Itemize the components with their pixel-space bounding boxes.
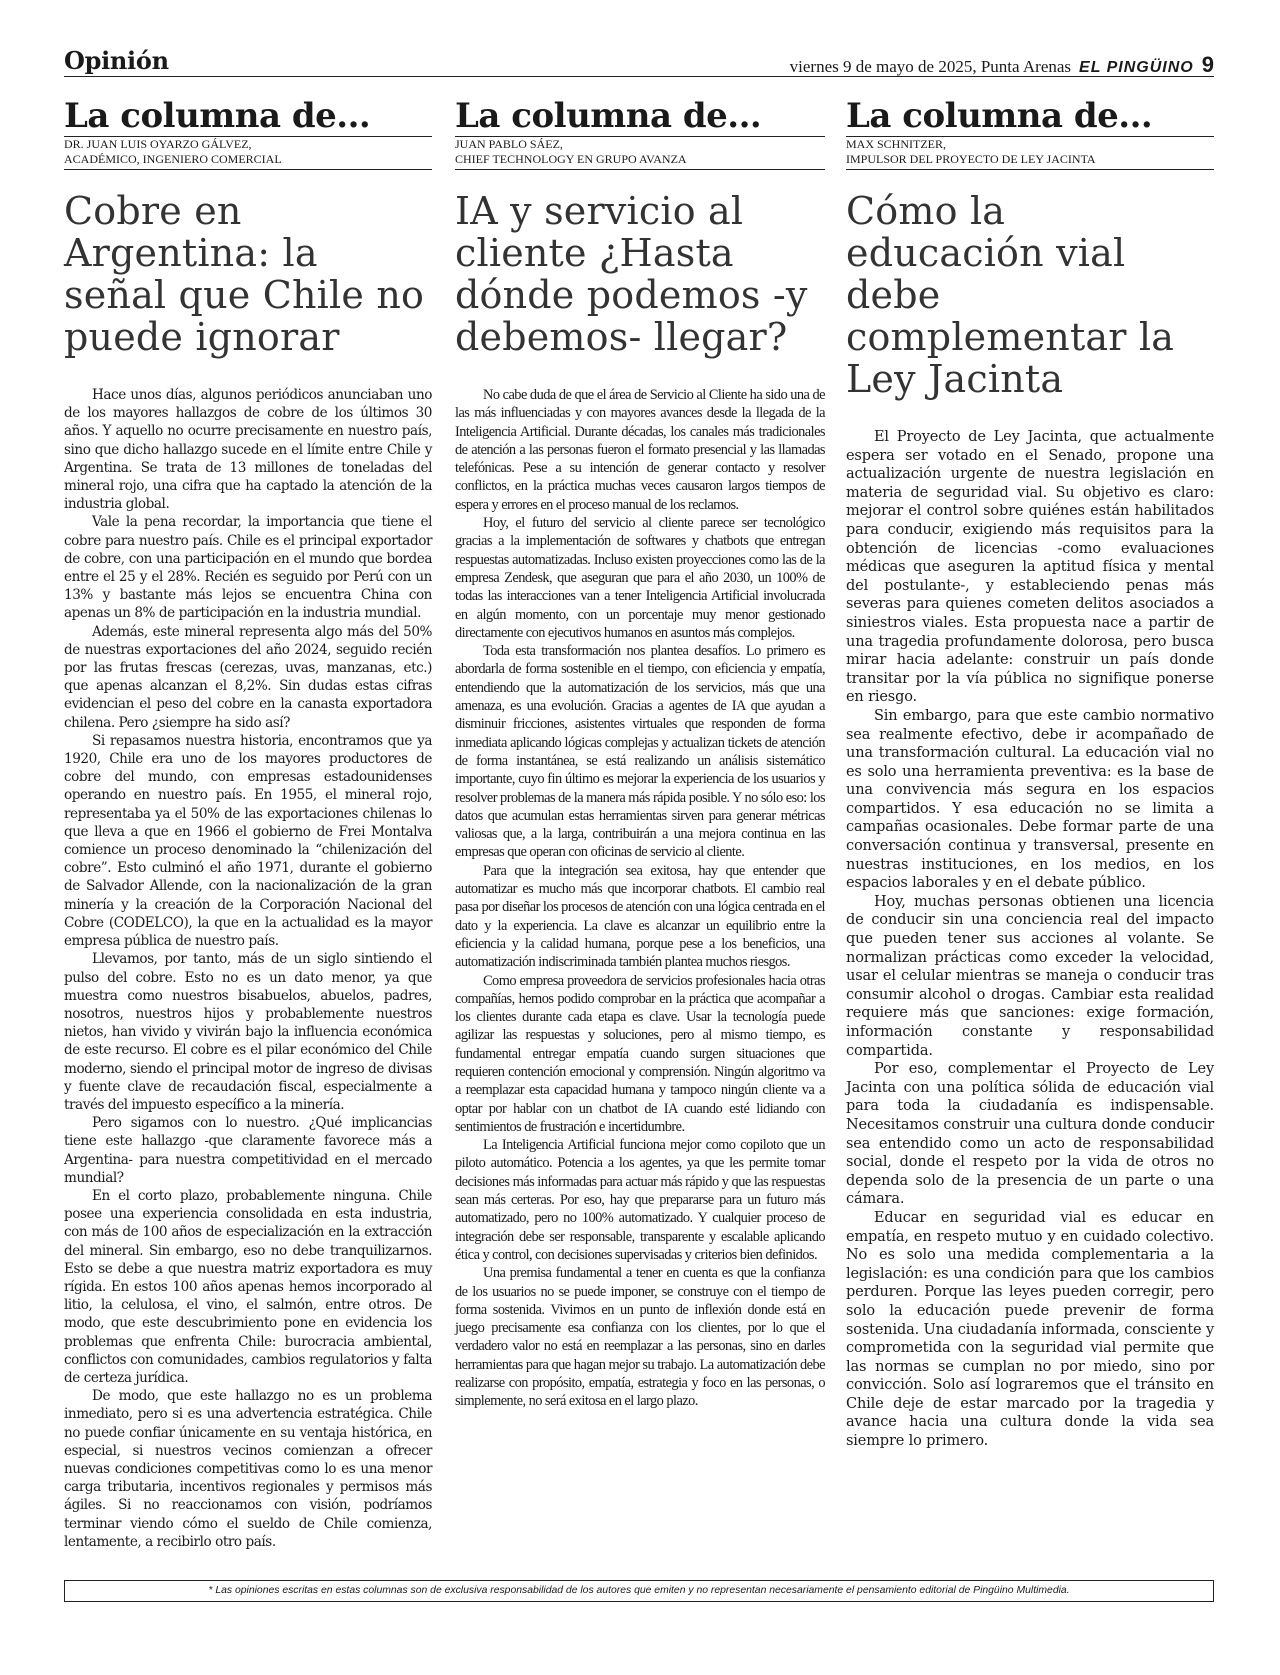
paragraph: Además, este mineral representa algo más del 50% de nuestras exportaciones del año 2024, seguido recién por las frutas frescas (cerezas, uvas, manzanas, etc.) que apenas alcanzan el 8,2%. Sin dudas estas cifras evidencian el peso del cobre en la canasta exportadora chilena. Pero ¿siempre ha sido así?: [64, 623, 432, 731]
article-body: [64, 386, 432, 1551]
column-heading: La columna de...: [455, 98, 825, 137]
paragraph: Hoy, muchas personas obtienen una licencia de conducir sin una conciencia real del impacto que pueden tener sus acciones al volante. Se normalizan prácticas como exceder la velocidad, usar el celular mientras se maneja o conducir tras consumir alcohol o drogas. Cambiar esta realidad requiere más que sanciones: exige formación, información constante y responsabilidad compartida.: [846, 893, 1214, 1059]
column-heading: La columna de...: [64, 98, 432, 137]
column-heading: La columna de...: [846, 98, 1214, 137]
paragraph: Pero sigamos con lo nuestro. ¿Qué implicancias tiene este hallazgo -que claramente favorece más a Argentina- para nuestra competitividad en el mercado mundial?: [64, 1115, 432, 1186]
newspaper-page: [64, 46, 1214, 1606]
page-header: [64, 46, 1214, 77]
paragraph: Como empresa proveedora de servicios profesionales hacia otras compañías, hemos podido comprobar en la práctica que acompañar a los clientes durante cada etapa es clave. Usar la tecnología puede agilizar las respuestas y soluciones, pero al mismo tiempo, es fundamental entregar empatía cuando surgen situaciones que requieren contención emocional y comprensión. Ningún algoritmo va a reemplazar esta capacidad humana y tampoco ningún cliente va a optar por hablar con un chatbot de IA cuando esté lidiando con sentimientos de frustración e incertidumbre.: [455, 972, 825, 1135]
paragraph: Toda esta transformación nos plantea desafíos. Lo primero es abordarla de forma sostenible en el tiempo, con eficiencia y empatía, entendiendo que la automatización de los servicios, más que una amenaza, es una evolución. Gracias a agentes de IA que ayudan a disminuir fricciones, asistentes virtuales que responden de forma inmediata aplicando lógicas complejas y actualizan tickets de atención de forma instantánea, se está realizando un análisis sistemático importante, cuyo fin último es mejorar la experiencia de los usuarios y resolver problemas de la manera más rápida posible. Y no sólo eso: los datos que acumulan estas herramientas sirven para generar métricas valiosas que, a la larga, contribuirán a una mejora continua en las empresas que operan con oficinas de servicio al cliente.: [455, 643, 825, 861]
author-role: IMPULSOR DEL PROYECTO DE LEY JACINTA: [846, 152, 1096, 166]
article-title: IA y servicio al cliente ¿Hasta dónde podemos -y debemos- llegar?: [455, 189, 808, 359]
paragraph: Para que la integración sea exitosa, hay que entender que automatizar es mucho más que incorporar chatbots. El cambio real pasa por diseñar los procesos de atención con una lógica centrada en el dato y la experiencia. La clave es alcanzar un equilibrio entre la eficiencia y la calidad humana, porque pese a los beneficios, una automatización indiscriminada también plantea muchos riesgos.: [455, 862, 825, 971]
paragraph: No cabe duda de que el área de Servicio al Cliente ha sido una de las más influenciadas y con mayores avances desde la llegada de la Inteligencia Artificial. Durante décadas, los canales más tradicionales de atención a las personas fueron el formato presencial y las llamadas telefónicas. Pese a su intención de generar contacto y resolver conflictos, en la práctica muchas veces causaron largos tiempos de espera y errores en el proceso manual de los reclamos.: [455, 387, 825, 513]
article-title: Cómo la educación vial debe complementar la Ley Jacinta: [846, 189, 1175, 401]
date-place: viernes 9 de mayo de 2025, Punta Arenas: [789, 57, 1072, 76]
paragraph: Sin embargo, para que este cambio normativo sea realmente efectivo, debe ir acompañado de una transformación cultural. La educación vial no es solo una herramienta preventiva: es la base de una convivencia más segura en los espacios compartidos. Y esa educación no se limita a campañas ocasionales. Debe formar parte de una conversación continua y transversal, presente en nuestras instituciones, en los medios, en los espacios laborales y en el debate público.: [846, 707, 1214, 892]
column-2: [455, 98, 825, 1411]
article-body: [455, 386, 825, 1411]
page-number: 9: [1201, 52, 1214, 77]
paragraph: Una premisa fundamental a tener en cuenta es que la confianza de los usuarios no se puede imponer, se construye con el tiempo de forma sostenida. Vivimos en un punto de inflexión donde está en juego precisamente esa confianza con los clientes, por lo que el verdadero valor no está en reemplazar a las personas, sino en darles herramientas para que hagan mejor su trabajo. La automatización debe realizarse con propósito, empatía, estrategia y foco en las personas, o simplemente, no será exitosa en el largo plazo.: [455, 1265, 825, 1410]
author-name: DR. JUAN LUIS OYARZO GÁLVEZ,: [64, 137, 252, 151]
header-info: [790, 52, 1214, 78]
paragraph: La Inteligencia Artificial funciona mejor como copiloto que un piloto automático. Potencia a los agentes, ya que les permite tomar decisiones más informadas para actuar más rápido y que las respuestas sean más certeras. Por eso, hay que prepararse para un futuro más automatizado, pero no 100% automatizado. Y cualquier proceso de integración debe ser responsable, transparente y escalable aplicando ética y control, con decisiones supervisadas y criterios bien definidos.: [455, 1137, 825, 1263]
paragraph: Por eso, complementar el Proyecto de Ley Jacinta con una política sólida de educación vial para toda la ciudadanía es indispensable. Necesitamos construir una cultura donde conducir sea entendido como un acto de responsabilidad social, donde el respeto por la vida de otros no dependa solo de la presencia de un parte o una cámara.: [846, 1061, 1214, 1208]
author-role: ACADÉMICO, INGENIERO COMERCIAL: [64, 152, 282, 166]
column-3: [846, 98, 1214, 1451]
author-name: MAX SCHNITZER,: [846, 137, 947, 151]
paragraph: Llevamos, por tanto, más de un siglo sintiendo el pulso del cobre. Esto no es un dato menor, ya que muestra como nuestros bisabuelos, abuelos, padres, nosotros, nuestros hijos y probablemente nuestros nietos, han vivido y vivirán bajo la influencia económica de este recurso. El cobre es el pilar económico del Chile moderno, siendo el principal motor de ingreso de divisas y fuente clave de recaudación fiscal, especialmente a través del impuesto específico a la minería.: [64, 951, 432, 1113]
paragraph: En el corto plazo, probablemente ninguna. Chile posee una experiencia consolidada en esta industria, con más de 100 años de especialización en la extracción del mineral. Sin embargo, eso no debe tranquilizarnos. Esto se debe a que nuestra matriz exportadora es muy rígida. En estos 100 años apenas hemos incorporado al litio, la celulosa, el vino, el salmón, entre otros. De modo, que este descubrimiento pone en evidencia los problemas que enfrenta Chile: burocracia ambiental, conflictos con comunidades, cambios regulatorios y falta de certeza jurídica.: [64, 1187, 432, 1386]
brand-logo: EL PINGÜINO: [1079, 59, 1194, 76]
article-title: Cobre en Argentina: la señal que Chile no puede ignorar: [64, 189, 425, 359]
author-byline: [64, 137, 432, 170]
article-body: [846, 428, 1214, 1451]
author-byline: [455, 137, 825, 170]
author-byline: [846, 137, 1214, 170]
column-1: [64, 98, 432, 1551]
author-name: JUAN PABLO SÁEZ,: [455, 137, 563, 151]
paragraph: El Proyecto de Ley Jacinta, que actualmente espera ser votado en el Senado, propone una actualización urgente de nuestra legislación en materia de seguridad vial. Su objetivo es claro: mejorar el control sobre quiénes están habilitados para conducir, exigiendo más requisitos para la obtención de licencias -como evaluaciones médicas que aseguren la aptitud física y mental del postulante-, y estableciendo penas más severas para quienes cometen delitos asociados a siniestros viales. Esta propuesta nace a partir de una tragedia profundamente dolorosa, pero busca mirar hacia adelante: construir un país donde transitar por la vía pública no signifique ponerse en riesgo.: [846, 429, 1214, 706]
paragraph: De modo, que este hallazgo no es un problema inmediato, pero si es una advertencia estratégica. Chile no puede confiar únicamente en su ventaja histórica, en especial, si nuestros vecinos comienzan a ofrecer nuevas condiciones competitivas como lo es una menor carga tributaria, incentivos regionales y permisos más ágiles. Si no reaccionamos con visión, podríamos terminar viendo cómo el sueldo de Chile comienza, lentamente, a recibirlo otro país.: [64, 1388, 432, 1550]
paragraph: Educar en seguridad vial es educar en empatía, en respeto mutuo y en cuidado colectivo. No es solo una medida complementaria a la legislación: es una condición para que los cambios perduren. Porque las leyes pueden corregir, pero solo la educación puede prevenir de forma sostenida. Una ciudadanía informada, consciente y comprometida con la seguridad vial permite que las normas se cumplan no por miedo, sino por convicción. Solo así lograremos que el tránsito en Chile deje de estar marcado por la tragedia y avance hacia una cultura donde la vida sea siempre lo primero.: [846, 1209, 1214, 1450]
author-role: CHIEF TECHNOLOGY EN GRUPO AVANZA: [455, 152, 687, 166]
paragraph: Hace unos días, algunos periódicos anunciaban uno de los mayores hallazgos de cobre de los últimos 30 años. Y aquello no ocurre precisamente en nuestro país, sino que dicho hallazgo sucede en el límite entre Chile y Argentina. Se trata de 13 millones de toneladas del mineral rojo, una cifra que ha captado la atención de la industria global.: [64, 387, 432, 513]
paragraph: Vale la pena recordar, la importancia que tiene el cobre para nuestro país. Chile es el principal exportador de cobre, con una participación en el mundo que bordea entre el 25 y el 28%. Recién es seguido por Perú con un 13% y bastante más lejos se encuentra China con apenas un 8% de participación en la industria mundial.: [64, 514, 432, 622]
disclaimer-box: * Las opiniones escritas en estas columnas son de exclusiva responsabilidad de los autores que emiten y no representan necesariamente el pensamiento editorial de Pingüino Multimedia.: [64, 1580, 1214, 1602]
section-name: Opinión: [64, 46, 169, 75]
paragraph: Hoy, el futuro del servicio al cliente parece ser tecnológico gracias a la implementación de softwares y chatbots que entregan respuestas automatizadas. Incluso existen proyecciones como las de la empresa Zendesk, que aseguran que para el año 2030, un 100% de todas las interacciones van a tener Inteligencia Artificial involucrada en algún momento, con un porcentaje muy menor gestionado directamente con ejecutivos humanos en asuntos más complejos.: [455, 515, 825, 641]
paragraph: Si repasamos nuestra historia, encontramos que ya 1920, Chile era uno de los mayores productores de cobre del mundo, con empresas estadounidenses operando en nuestro país. En 1955, el mineral rojo, representaba ya el 50% de las exportaciones chilenas lo que lleva a que en 1966 el gobierno de Frei Montalva comience un proceso denominado la “chilenización del cobre”. Esto culminó el año 1971, durante el gobierno de Salvador Allende, con la nacionalización de la gran minería y la creación de la Corporación Nacional del Cobre (CODELCO), la que en la actualidad es la mayor empresa pública de nuestro país.: [64, 732, 432, 950]
